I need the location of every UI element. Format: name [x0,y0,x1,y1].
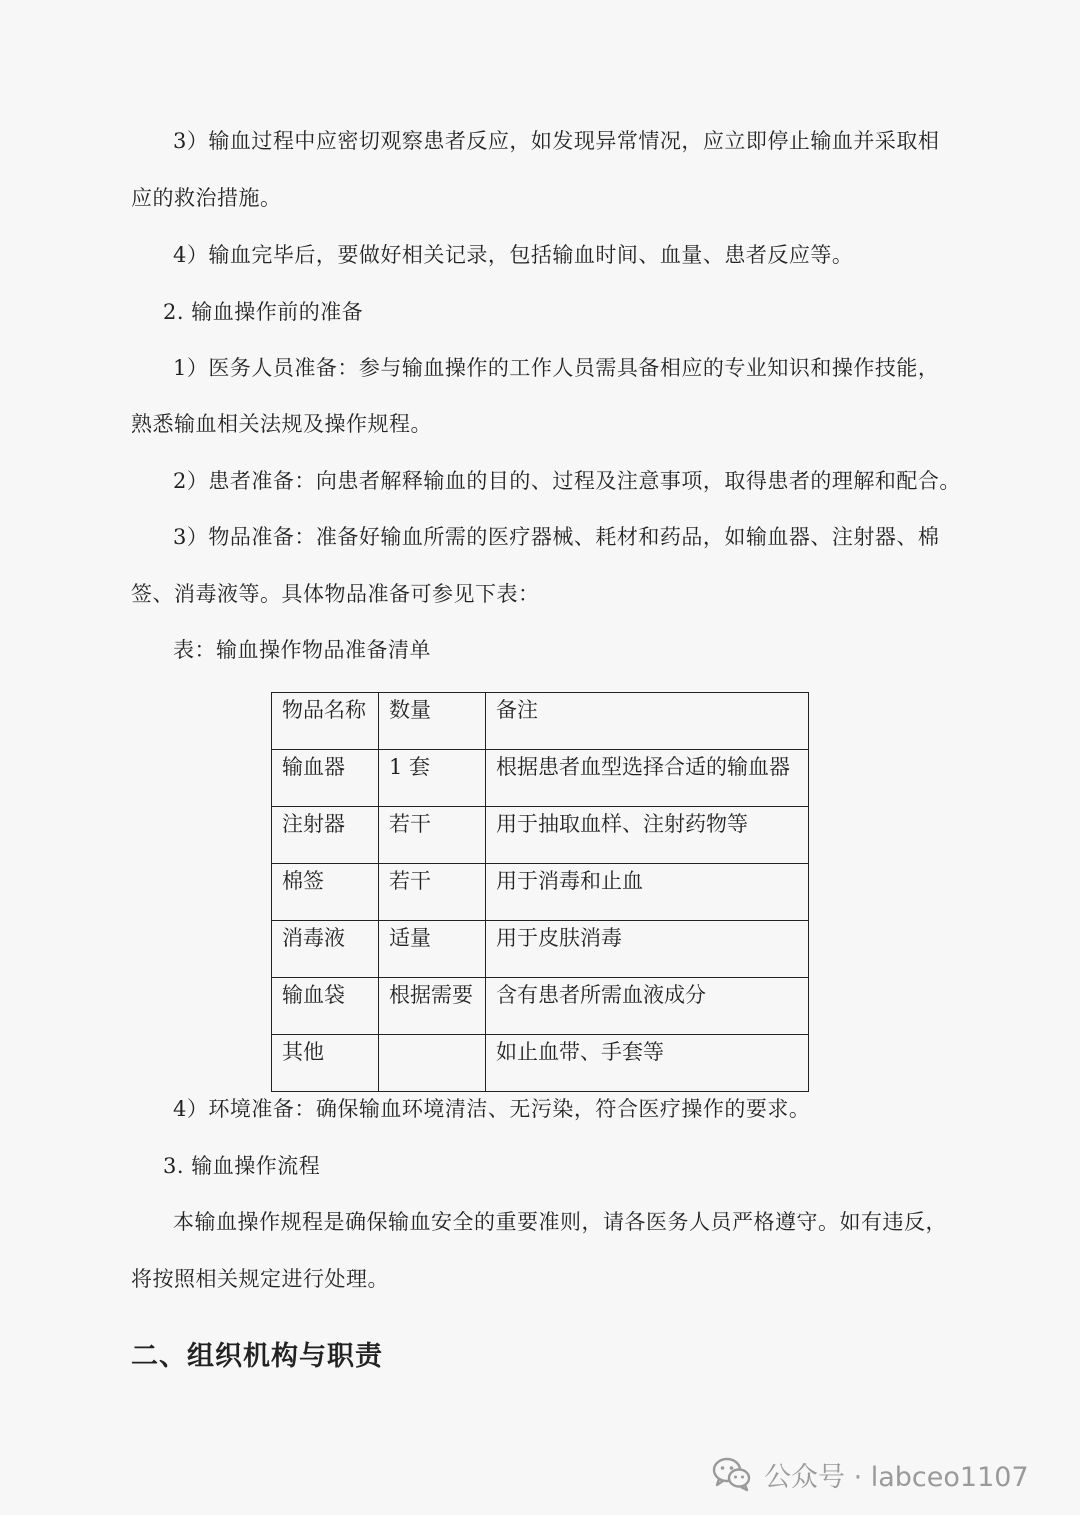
table-header-cell: 备注 [486,693,809,750]
table-cell: 输血器 [272,750,379,807]
paragraph-staff-prep-line1: 1）医务人员准备：参与输血操作的工作人员需具备相应的专业知识和操作技能， [173,356,940,380]
table-cell: 若干 [379,807,486,864]
table-cell: 若干 [379,864,486,921]
table-cell: 1 套 [379,750,486,807]
section-title: 二、组织机构与职责 [131,1341,383,1372]
table-cell [379,1035,486,1092]
paragraph-closing-line2: 将按照相关规定进行处理。 [131,1267,389,1291]
table-cell: 含有患者所需血液成分 [486,978,809,1035]
paragraph-step4: 4）输血完毕后，要做好相关记录，包括输血时间、血量、患者反应等。 [173,243,854,267]
table-cell: 根据患者血型选择合适的输血器 [486,750,809,807]
table-cell: 注射器 [272,807,379,864]
table-row [272,978,809,1035]
paragraph-step3-line2: 应的救治措施。 [131,186,282,210]
table-row [272,750,809,807]
paragraph-items-prep-line2: 签、消毒液等。具体物品准备可参见下表： [131,582,540,606]
items-table [271,692,809,1092]
paragraph-closing-line1: 本输血操作规程是确保输血安全的重要准则，请各医务人员严格遵守。如有违反， [173,1210,947,1234]
subheading-procedure: 3. 输血操作流程 [163,1154,321,1178]
table-header-row [272,693,809,750]
table-cell: 输血袋 [272,978,379,1035]
watermark [712,1452,1029,1496]
table-row [272,807,809,864]
table-header-cell: 物品名称 [272,693,379,750]
wechat-icon [712,1456,752,1492]
table-cell: 根据需要 [379,978,486,1035]
watermark-text: 公众号 · labceo1107 [764,1461,1029,1493]
table-header-cell: 数量 [379,693,486,750]
paragraph-items-prep-line1: 3）物品准备：准备好输血所需的医疗器械、耗材和药品，如输血器、注射器、棉 [173,525,940,549]
table-cell: 棉签 [272,864,379,921]
subheading-preparation: 2. 输血操作前的准备 [163,300,364,324]
paragraph-environment-prep: 4）环境准备：确保输血环境清洁、无污染，符合医疗操作的要求。 [173,1097,811,1121]
table-cell: 用于皮肤消毒 [486,921,809,978]
table-cell: 消毒液 [272,921,379,978]
table-cell: 其他 [272,1035,379,1092]
paragraph-staff-prep-line2: 熟悉输血相关法规及操作规程。 [131,412,432,436]
table-cell: 如止血带、手套等 [486,1035,809,1092]
paragraph-step3-line1: 3）输血过程中应密切观察患者反应，如发现异常情况，应立即停止输血并采取相 [173,129,940,153]
table-cell: 适量 [379,921,486,978]
paragraph-patient-prep: 2）患者准备：向患者解释输血的目的、过程及注意事项，取得患者的理解和配合。 [173,469,961,493]
table-row [272,921,809,978]
table-row [272,864,809,921]
table-cell: 用于抽取血样、注射药物等 [486,807,809,864]
table-row [272,1035,809,1092]
table-caption: 表：输血操作物品准备清单 [173,638,431,662]
table-cell: 用于消毒和止血 [486,864,809,921]
